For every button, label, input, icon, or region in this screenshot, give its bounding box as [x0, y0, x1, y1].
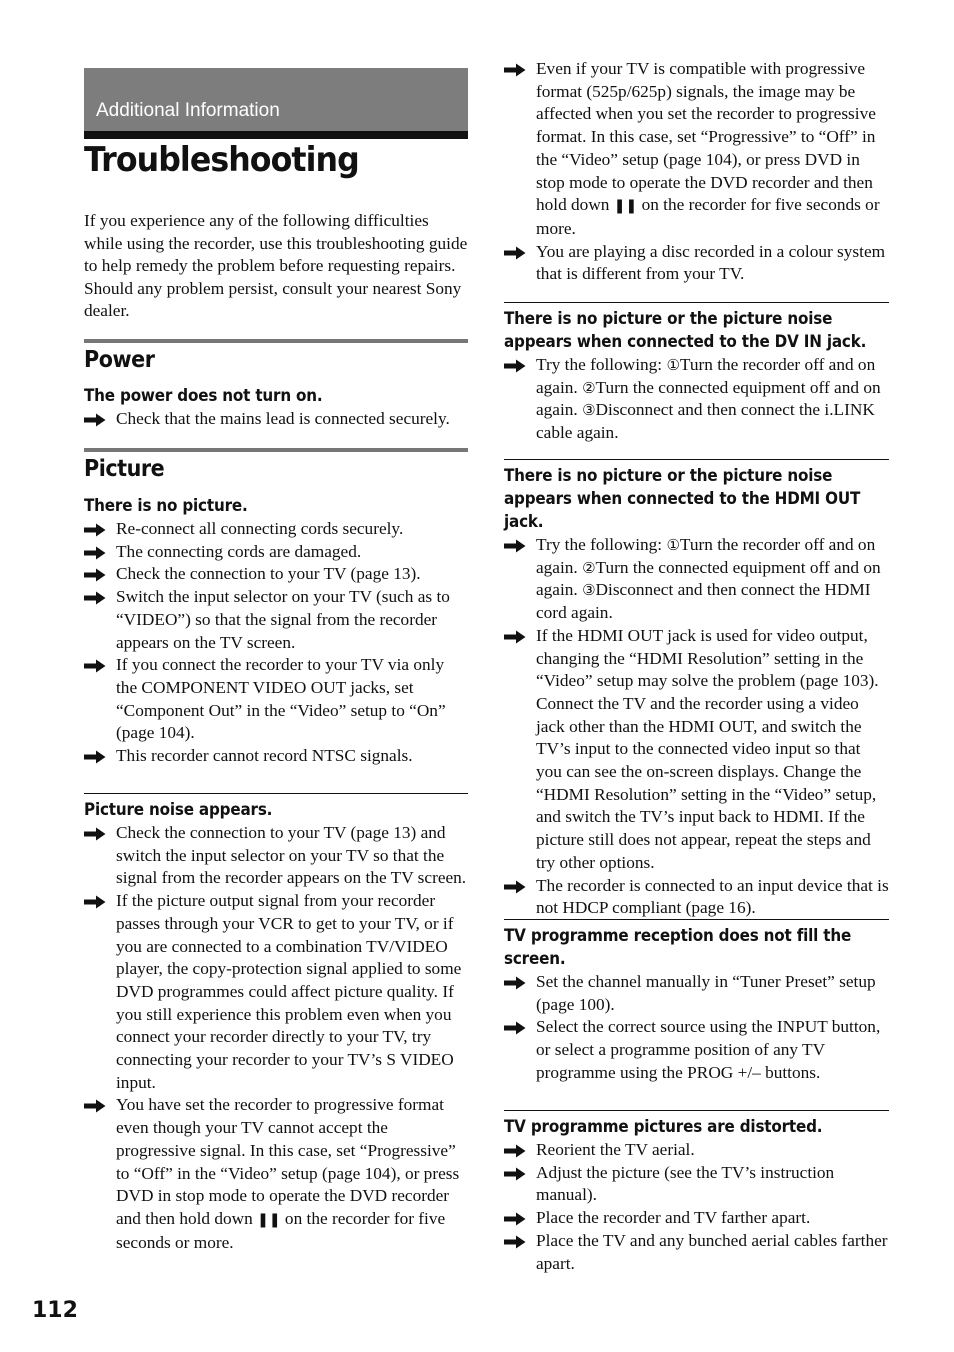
arrow-icon: [504, 246, 526, 260]
arrow-icon: [504, 630, 526, 644]
no-picture-title: There is no picture.: [84, 496, 248, 515]
pause-icon: ❚❚: [257, 1211, 281, 1228]
distorted-title: TV programme pictures are distorted.: [504, 1117, 823, 1136]
hdmi-out-block: [504, 459, 889, 920]
arrow-icon: [84, 1099, 106, 1113]
list-item: Set the channel manually in “Tuner Preset” setup (page 100).: [504, 971, 889, 1016]
list-item: Select the correct source using the INPUT button, or select a programme position of any TV programme using the PROG +/– buttons.: [504, 1016, 889, 1084]
step-1-icon: ①: [666, 536, 680, 554]
step-1-icon: ①: [666, 356, 680, 374]
arrow-icon: [504, 1212, 526, 1226]
arrow-icon: [84, 750, 106, 764]
arrow-icon: [504, 1144, 526, 1158]
list-item: You have set the recorder to progressive format even though your TV cannot accept the progressive signal. In this case, set “Progressive” to “Off” in the “Video” setup (page 104), or press DVD in stop mode to operate the DVD recorder and then hold down ❚❚ on the recorder for five seconds or more.: [84, 1094, 468, 1254]
arrow-icon: [84, 659, 106, 673]
list-item: Reorient the TV aerial.: [504, 1139, 889, 1162]
power-not-on-block: [84, 384, 468, 431]
list-item: If you connect the recorder to your TV via only the COMPONENT VIDEO OUT jacks, set “Component Out” in the “Video” setup to “On” (page 104).: [84, 654, 468, 745]
no-picture-block: [84, 494, 468, 768]
list-item: Switch the input selector on your TV (such as to “VIDEO”) so that the signal from the recorder appears on the TV screen.: [84, 586, 468, 654]
power-heading: [84, 339, 468, 373]
list-item: Try the following: ①Turn the recorder off and on again. ②Turn the connected equipment off and on again. ③Disconnect and then connect the HDMI cord again.: [504, 534, 889, 625]
arrow-icon: [84, 413, 106, 427]
list-item: The recorder is connected to an input device that is not HDCP compliant (page 16).: [504, 875, 889, 920]
list-item: Place the recorder and TV farther apart.: [504, 1207, 889, 1230]
arrow-icon: [84, 895, 106, 909]
hdmi-out-title: There is no picture or the picture noise appears when connected to the HDMI OUT jack.: [504, 466, 861, 531]
list-item: Try the following: ①Turn the recorder off and on again. ②Turn the connected equipment off and on again. ③Disconnect and then connect the i.LINK cable again.: [504, 354, 889, 445]
list-item: Check the connection to your TV (page 13) and switch the input selector on your TV so that the signal from the recorder appears on the TV screen.: [84, 822, 468, 890]
picture-heading: [84, 448, 468, 482]
arrow-icon: [84, 568, 106, 582]
section-banner-label: Additional Information: [96, 100, 280, 121]
noise-block: [84, 793, 468, 1254]
arrow-icon: [504, 1167, 526, 1181]
page-title: Troubleshooting: [84, 140, 359, 180]
section-banner: [84, 68, 468, 139]
intro-paragraph: If you experience any of the following difficulties while using the recorder, use this troubleshooting guide to help remedy the problem before requesting repairs. Should any problem persist, consult your nearest Sony dealer.: [84, 211, 468, 321]
arrow-icon: [504, 1021, 526, 1035]
reception-title: TV programme reception does not fill the screen.: [504, 926, 852, 968]
list-item: Even if your TV is compatible with progressive format (525p/625p) signals, the image may be affected when you set the recorder to progressive format. In this case, set “Progressive” to “Off” in the “Video” setup (page 104), or press DVD in stop mode to operate the DVD recorder and then hold down ❚❚ on the recorder for five seconds or more.: [504, 58, 889, 241]
reception-block: [504, 919, 889, 1085]
list-item: The connecting cords are damaged.: [84, 541, 468, 564]
pause-icon: ❚❚: [613, 198, 638, 215]
step-3-icon: ③: [582, 401, 596, 420]
arrow-icon: [504, 976, 526, 990]
picture-heading-label: Picture: [84, 456, 165, 482]
step-3-icon: ③: [582, 581, 596, 600]
power-not-on-title: The power does not turn on.: [84, 386, 323, 405]
arrow-icon: [504, 539, 526, 553]
arrow-icon: [84, 546, 106, 560]
noise-continued-block: [504, 58, 889, 286]
list-item: This recorder cannot record NTSC signals.: [84, 745, 468, 768]
list-item: Check that the mains lead is connected securely.: [84, 408, 468, 431]
arrow-icon: [504, 1235, 526, 1249]
power-heading-label: Power: [84, 347, 155, 373]
dv-in-block: [504, 302, 889, 445]
arrow-icon: [504, 63, 526, 77]
list-item: Re-connect all connecting cords securely.: [84, 518, 468, 541]
arrow-icon: [504, 359, 526, 373]
list-item: If the HDMI OUT jack is used for video output, changing the “HDMI Resolution” setting in the “Video” setup may solve the problem (page 103). Connect the TV and the recorder using a video jack other than the HDMI OUT, and switch the TV’s input to the connected video input so that you can see the on-screen displays. Change the “HDMI Resolution” setting in the “Video” setup, and switch the TV’s input back to HDMI. If the picture still does not appear, repeat the steps and try other options.: [504, 625, 889, 875]
arrow-icon: [84, 827, 106, 841]
list-item: If the picture output signal from your recorder passes through your VCR to get to your TV, or if you are connected to a combination TV/VIDEO player, the copy-protection signal applied to some DVD programmes could affect picture quality. If you still experience this problem even when you connect your recorder directly to your TV, try connecting your recorder to your TV’s S VIDEO input.: [84, 890, 468, 1094]
arrow-icon: [84, 591, 106, 605]
distorted-block: [504, 1110, 889, 1275]
step-2-icon: ②: [582, 558, 596, 577]
page-number: 112: [32, 1298, 78, 1323]
noise-title: Picture noise appears.: [84, 800, 273, 819]
list-item: Adjust the picture (see the TV’s instruction manual).: [504, 1162, 889, 1207]
arrow-icon: [504, 880, 526, 894]
list-item: Place the TV and any bunched aerial cables farther apart.: [504, 1230, 889, 1275]
dv-in-title: There is no picture or the picture noise appears when connected to the DV IN jack.: [504, 309, 867, 351]
arrow-icon: [84, 523, 106, 537]
list-item: Check the connection to your TV (page 13).: [84, 563, 468, 586]
step-2-icon: ②: [582, 378, 596, 397]
list-item: You are playing a disc recorded in a colour system that is different from your TV.: [504, 241, 889, 286]
